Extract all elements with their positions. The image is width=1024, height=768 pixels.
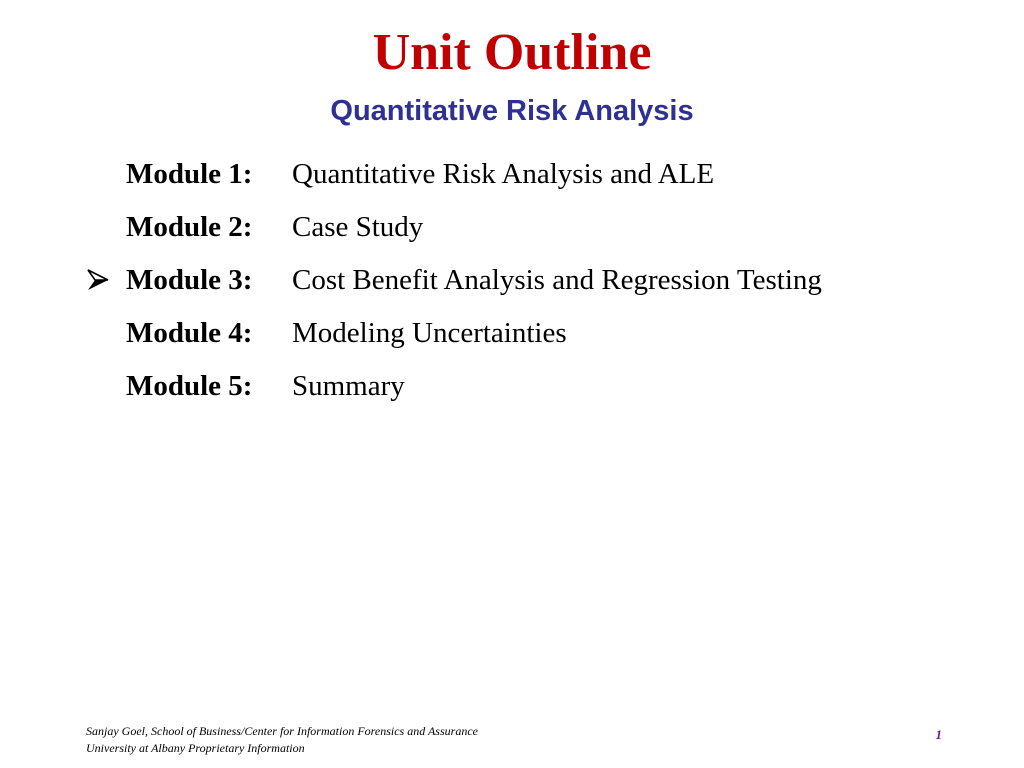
module-name: Cost Benefit Analysis and Regression Testing: [292, 264, 822, 296]
module-item-1: [86, 153, 986, 206]
module-item-4: [86, 312, 986, 365]
slide-title: Unit Outline: [372, 24, 652, 81]
module-list: [86, 153, 986, 418]
module-name: Modeling Uncertainties: [292, 317, 567, 349]
slide-subtitle: Quantitative Risk Analysis: [330, 95, 694, 127]
page-number: 1: [935, 727, 942, 742]
module-label: Module 1:: [126, 158, 253, 190]
module-label: Module 4:: [126, 317, 253, 349]
module-name: Case Study: [292, 211, 424, 243]
footer-credits: [86, 723, 478, 757]
footer-line-author: Sanjay Goel, School of Business/Center for Information Forensics and Assurance: [86, 724, 478, 738]
module-label: Module 5:: [126, 370, 253, 402]
module-name: Summary: [292, 370, 405, 402]
module-item-2: [86, 206, 986, 259]
footer-line-proprietary: University at Albany Proprietary Information: [86, 741, 305, 755]
arrow-bullet-icon: [86, 268, 110, 292]
module-item-3: [86, 259, 986, 312]
module-label: Module 3:: [126, 264, 253, 296]
module-label: Module 2:: [126, 211, 253, 243]
module-name: Quantitative Risk Analysis and ALE: [292, 158, 715, 190]
module-item-5: [86, 365, 986, 418]
